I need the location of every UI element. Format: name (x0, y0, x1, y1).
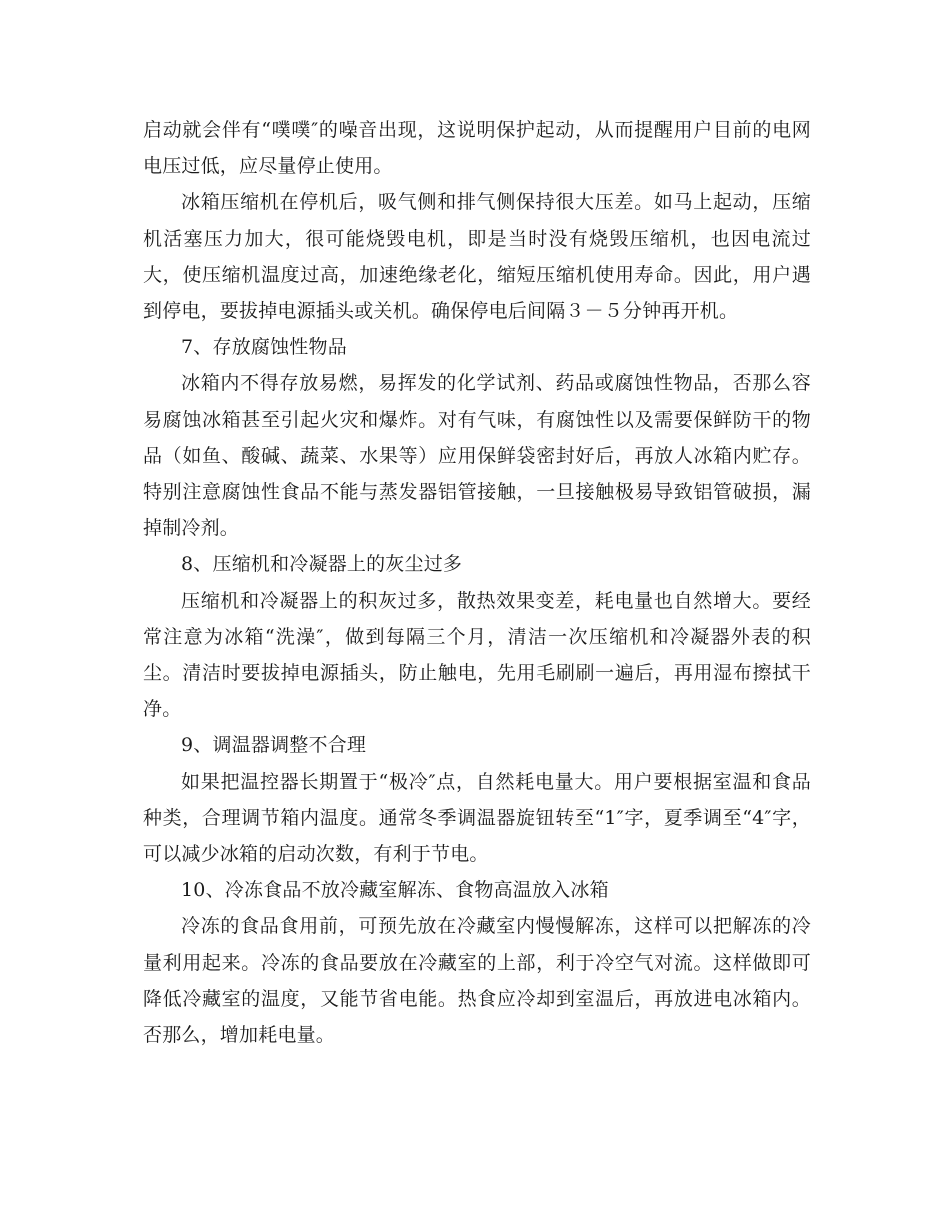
paragraph-thawing: 冷冻的食品食用前，可预先放在冷藏室内慢慢解冻，这样可以把解冻的冷量利用起来。冷冻的食品要放在冷藏室的上部，利于冷空气对流。这样做即可降低冷藏室的温度，又能节省电能。热食应冷却到室温后，再放进电冰箱内。否那么，增加耗电量。 (143, 915, 811, 1047)
paragraph-continuation: 启动就会伴有“噗噗″的噪音出现，这说明保护起动，从而提醒用户目前的电网电压过低，应尽量停止使用。 (143, 119, 811, 178)
heading-item-9: 9、调温器调整不合理 (181, 734, 367, 757)
document-page (143, 112, 811, 1053)
heading-item-8: 8、压缩机和冷凝器上的灰尘过多 (181, 553, 463, 576)
paragraph-corrosive-items: 冰箱内不得存放易燃，易挥发的化学试剂、药品或腐蚀性物品，否那么容易腐蚀冰箱甚至引起火灾和爆炸。对有气味，有腐蚀性以及需要保鲜防干的物品（如鱼、酸碱、蔬菜、水果等）应用保鲜袋密封好后，再放人冰箱内贮存。特别注意腐蚀性食品不能与蒸发器铝管接触，一旦接触极易导致铝管破损，漏掉制冷剂。 (143, 372, 811, 540)
heading-item-10: 10、冷冻食品不放冷藏室解冻、食物高温放入冰箱 (181, 879, 609, 902)
paragraph-dust: 压缩机和冷凝器上的积灰过多，散热效果变差，耗电量也自然增大。要经常注意为冰箱“洗澡″，做到每隔三个月，清洁一次压缩机和冷凝器外表的积尘。清洁时要拔掉电源插头，防止触电，先用毛刷刷一遍后，再用湿布擦拭干净。 (143, 589, 811, 721)
heading-item-7: 7、存放腐蚀性物品 (181, 336, 347, 359)
paragraph-compressor-restart: 冰箱压缩机在停机后，吸气侧和排气侧保持很大压差。如马上起动，压缩机活塞压力加大，很可能烧毁电机，即是当时没有烧毁压缩机，也因电流过大，使压缩机温度过高，加速绝缘老化，缩短压缩机使用寿命。因此，用户遇到停电，要拔掉电源插头或关机。确保停电后间隔３－５分钟再开机。 (143, 191, 811, 323)
paragraph-thermostat: 如果把温控器长期置于“极冷″点，自然耗电量大。用户要根据室温和食品种类，合理调节箱内温度。通常冬季调温器旋钮转至“1″字，夏季调至“4″字，可以减少冰箱的启动次数，有利于节电。 (143, 770, 811, 866)
